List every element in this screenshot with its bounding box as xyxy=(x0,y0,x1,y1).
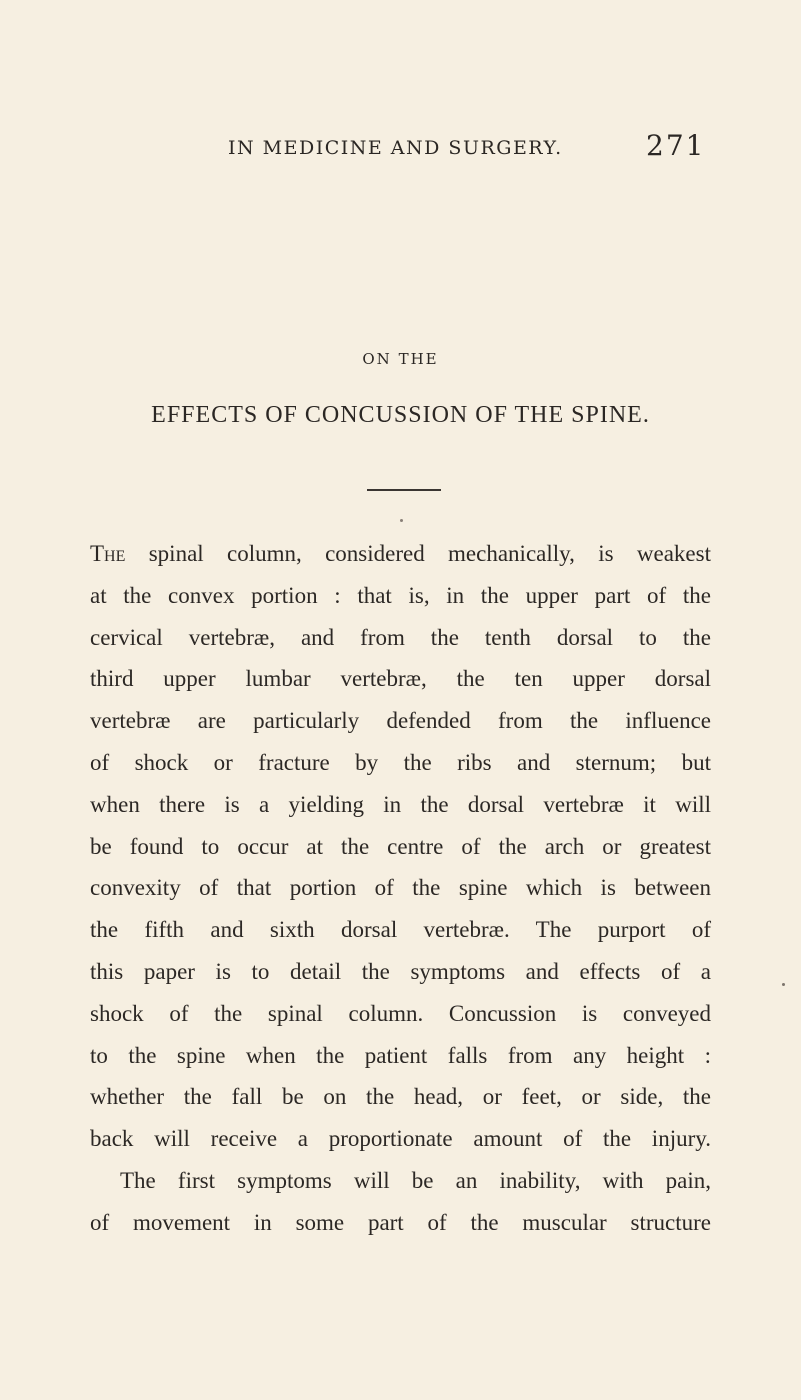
text-line-content: spinal column, considered mechanically, is weakest xyxy=(125,541,711,566)
text-line: to the spine when the patient falls from any height : xyxy=(90,1042,711,1068)
text-line: be found to occur at the centre of the arch or greatest xyxy=(90,833,711,859)
text-line: whether the fall be on the head, or feet, or side, the xyxy=(90,1084,711,1110)
text-line: of movement in some part of the muscular structure xyxy=(90,1209,711,1235)
heading-small: ON THE xyxy=(362,350,439,368)
text-line: back will receive a proportionate amount of the injury. xyxy=(90,1126,711,1152)
text-line: vertebræ are particularly defended from the influence xyxy=(90,708,711,734)
text-line: convexity of that portion of the spine which is between xyxy=(90,875,711,901)
section-rule xyxy=(367,489,441,491)
text-line: cervical vertebræ, and from the tenth dorsal to the xyxy=(90,624,711,650)
running-head: IN MEDICINE AND SURGERY. xyxy=(228,137,563,159)
body-text xyxy=(90,533,711,1244)
rule-dot xyxy=(400,519,403,522)
text-line: third upper lumbar vertebræ, the ten upper dorsal xyxy=(90,666,711,692)
text-line: this paper is to detail the symptoms and effects of a xyxy=(90,958,711,984)
text-line: at the convex portion : that is, in the upper part of the xyxy=(90,582,711,608)
page-number: 271 xyxy=(646,129,706,162)
text-line: of shock or fracture by the ribs and sternum; but xyxy=(90,749,711,775)
margin-mark xyxy=(782,983,785,986)
text-line: shock of the spinal column. Concussion is conveyed xyxy=(90,1000,711,1026)
text-line: the fifth and sixth dorsal vertebræ. The purport of xyxy=(90,917,711,943)
text-line: when there is a yielding in the dorsal vertebræ it will xyxy=(90,791,711,817)
page-title: EFFECTS OF CONCUSSION OF THE SPINE. xyxy=(151,402,650,428)
text-line xyxy=(90,533,711,575)
first-word: The xyxy=(90,541,126,566)
text-line: The first symptoms will be an inability, with pain, xyxy=(120,1167,711,1193)
